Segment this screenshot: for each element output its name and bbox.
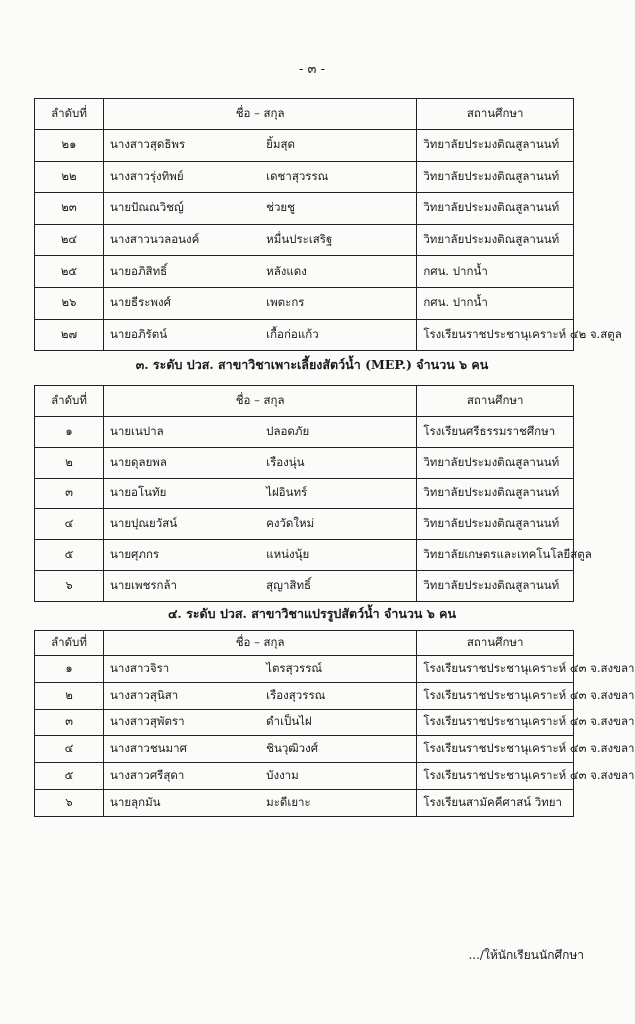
last-name: ปลอดภัย <box>260 417 417 448</box>
row-number: ๔ <box>35 509 104 540</box>
last-name: เพตะกร <box>260 287 417 319</box>
last-name: ดำเป็นไฝ <box>260 709 417 736</box>
school-name: โรงเรียนราชประชานุเคราะห์ ๔๓ จ.สงขลา <box>417 656 574 683</box>
last-name: บังงาม <box>260 763 417 790</box>
school-name: วิทยาลัยประมงติณสูลานนท์ <box>417 224 574 256</box>
row-number: ๓ <box>35 709 104 736</box>
table-row <box>35 709 574 736</box>
last-name: ไตรสุวรรณ์ <box>260 656 417 683</box>
first-name: นายลุกมัน <box>104 789 261 816</box>
first-name: นางสาวรุ่งทิพย์ <box>104 161 261 193</box>
first-name: นายศุภกร <box>104 540 261 571</box>
table-row <box>35 540 574 571</box>
last-name: เดชาสุวรรณ <box>260 161 417 193</box>
school-name: วิทยาลัยเกษตรและเทคโนโลยีสตูล <box>417 540 574 571</box>
table-row <box>35 789 574 816</box>
first-name: นายปุณยวัสน์ <box>104 509 261 540</box>
row-number: ๒๗ <box>35 319 104 351</box>
first-name: นางสาวสุพัตรา <box>104 709 261 736</box>
first-name: นายเพชรกล้า <box>104 570 261 601</box>
last-name: ช่วยชู <box>260 193 417 225</box>
row-number: ๕ <box>35 540 104 571</box>
first-name: นางสาวจิรา <box>104 656 261 683</box>
header-school: สถานศึกษา <box>417 99 574 130</box>
table-header-row <box>35 386 574 417</box>
row-number: ๑ <box>35 656 104 683</box>
last-name: ไฝอินทร์ <box>260 478 417 509</box>
school-name: กศน. ปากน้ำ <box>417 287 574 319</box>
school-name: วิทยาลัยประมงติณสูลานนท์ <box>417 570 574 601</box>
first-name: นางสาวสุดธิพร <box>104 130 261 162</box>
school-name: โรงเรียนราชประชานุเคราะห์ ๔๓ จ.สงขลา <box>417 682 574 709</box>
last-name: มะดีเยาะ <box>260 789 417 816</box>
student-table-3 <box>34 630 635 817</box>
row-number: ๒๕ <box>35 256 104 288</box>
header-name: ชื่อ – สกุล <box>104 99 417 130</box>
first-name: นายเนปาล <box>104 417 261 448</box>
table-row <box>35 193 574 225</box>
school-name: วิทยาลัยประมงติณสูลานนท์ <box>417 509 574 540</box>
last-name: ชินวุฒิวงศ์ <box>260 736 417 763</box>
first-name: นางสาวนวลอนงค์ <box>104 224 261 256</box>
table-row <box>35 287 574 319</box>
first-name: นายอโนทัย <box>104 478 261 509</box>
table-row <box>35 478 574 509</box>
row-number: ๑ <box>35 417 104 448</box>
first-name: นายอภิรัตน์ <box>104 319 261 351</box>
school-name: วิทยาลัยประมงติณสูลานนท์ <box>417 447 574 478</box>
student-table-2 <box>34 385 592 602</box>
row-number: ๒๔ <box>35 224 104 256</box>
last-name: หมื่นประเสริฐ <box>260 224 417 256</box>
last-name: เกื้อก่อแก้ว <box>260 319 417 351</box>
table-row <box>35 509 574 540</box>
continuation-note: .../ให้นักเรียนนักศึกษา <box>468 948 584 962</box>
last-name: เรืองนุ่น <box>260 447 417 478</box>
last-name: คงวัดใหม่ <box>260 509 417 540</box>
row-number: ๒ <box>35 682 104 709</box>
last-name: แหน่งนุ้ย <box>260 540 417 571</box>
header-name: ชื่อ – สกุล <box>104 386 417 417</box>
table-row <box>35 682 574 709</box>
table-header-row <box>35 631 574 656</box>
school-name: วิทยาลัยประมงติณสูลานนท์ <box>417 478 574 509</box>
header-school: สถานศึกษา <box>417 386 574 417</box>
last-name: ยิ้มสุด <box>260 130 417 162</box>
first-name: นางสาวสุนิสา <box>104 682 261 709</box>
table-row <box>35 736 574 763</box>
row-number: ๕ <box>35 763 104 790</box>
first-name: นายธีระพงศ์ <box>104 287 261 319</box>
row-number: ๖ <box>35 570 104 601</box>
last-name: หลังแดง <box>260 256 417 288</box>
school-name: กศน. ปากน้ำ <box>417 256 574 288</box>
table-header-row <box>35 99 574 130</box>
row-number: ๔ <box>35 736 104 763</box>
page-number: - ๓ - <box>299 62 325 77</box>
last-name: เรืองสุวรรณ <box>260 682 417 709</box>
section-4-title: ๔. ระดับ ปวส. สาขาวิชาแปรรูปสัตว์น้ำ จำนวน ๖ คน <box>167 606 457 621</box>
table-row <box>35 763 574 790</box>
table-row <box>35 570 574 601</box>
first-name: นายดุลยพล <box>104 447 261 478</box>
school-name: โรงเรียนราชประชานุเคราะห์ ๔๓ จ.สงขลา <box>417 763 574 790</box>
student-table-1 <box>34 98 622 351</box>
school-name: วิทยาลัยประมงติณสูลานนท์ <box>417 193 574 225</box>
table-row <box>35 417 574 448</box>
row-number: ๒๓ <box>35 193 104 225</box>
table-row <box>35 256 574 288</box>
header-school: สถานศึกษา <box>417 631 574 656</box>
school-name: โรงเรียนศรีธรรมราชศึกษา <box>417 417 574 448</box>
row-number: ๒๖ <box>35 287 104 319</box>
first-name: นางสาวชนมาศ <box>104 736 261 763</box>
row-number: ๓ <box>35 478 104 509</box>
last-name: สุญาสิทธิ์ <box>260 570 417 601</box>
row-number: ๒๒ <box>35 161 104 193</box>
school-name: โรงเรียนราชประชานุเคราะห์ ๔๒ จ.สตูล <box>417 319 574 351</box>
row-number: ๒ <box>35 447 104 478</box>
header-no: ลำดับที่ <box>35 631 104 656</box>
school-name: โรงเรียนราชประชานุเคราะห์ ๔๓ จ.สงขลา <box>417 709 574 736</box>
header-no: ลำดับที่ <box>35 99 104 130</box>
table-row <box>35 656 574 683</box>
table-row <box>35 319 574 351</box>
table-row <box>35 224 574 256</box>
section-3-title: ๓. ระดับ ปวส. สาขาวิชาเพาะเลี้ยงสัตว์น้ำ (MEP.) จำนวน ๖ คน <box>135 357 489 372</box>
row-number: ๒๑ <box>35 130 104 162</box>
school-name: โรงเรียนราชประชานุเคราะห์ ๔๓ จ.สงขลา <box>417 736 574 763</box>
school-name: วิทยาลัยประมงติณสูลานนท์ <box>417 130 574 162</box>
table-row <box>35 161 574 193</box>
first-name: นายอภิสิทธิ์ <box>104 256 261 288</box>
first-name: นางสาวศรีสุดา <box>104 763 261 790</box>
header-name: ชื่อ – สกุล <box>104 631 417 656</box>
header-no: ลำดับที่ <box>35 386 104 417</box>
table-row <box>35 447 574 478</box>
first-name: นายปัณณวิชญ์ <box>104 193 261 225</box>
row-number: ๖ <box>35 789 104 816</box>
school-name: โรงเรียนสามัคคีศาสน์ วิทยา <box>417 789 574 816</box>
school-name: วิทยาลัยประมงติณสูลานนท์ <box>417 161 574 193</box>
table-row <box>35 130 574 162</box>
